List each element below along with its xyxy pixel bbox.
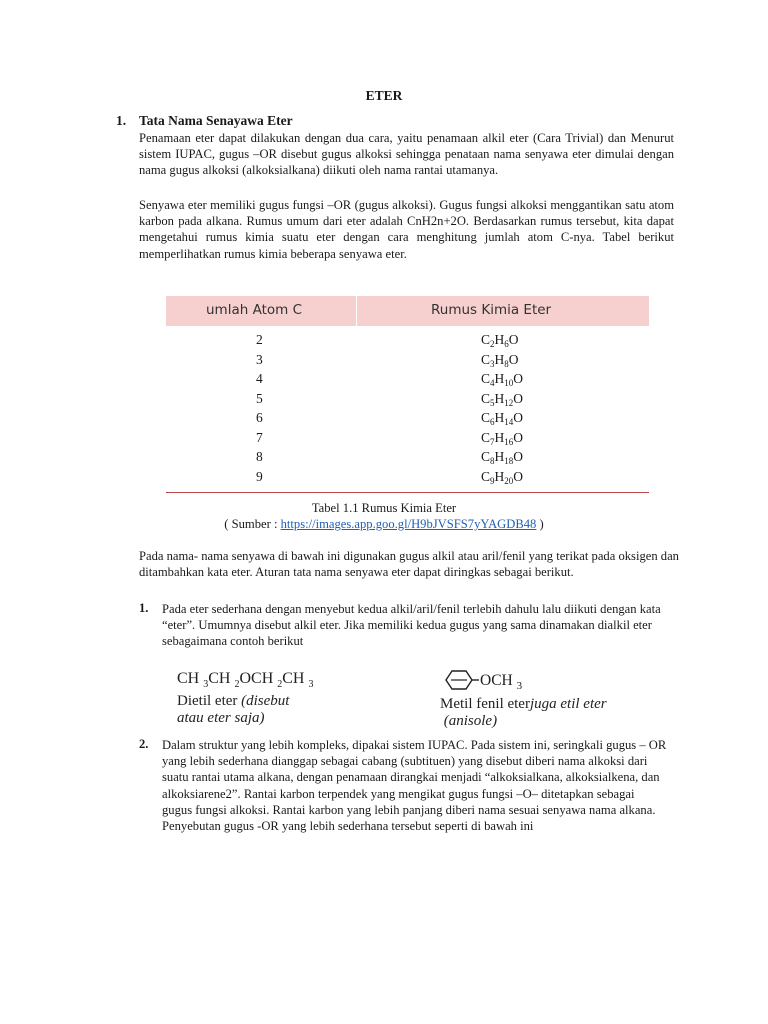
carbon-count: 5 [256, 390, 263, 406]
page-title: ETER [365, 88, 403, 103]
table-row [166, 410, 649, 430]
carbon-count: 6 [256, 410, 263, 425]
table-caption: Tabel 1.1 Rumus Kimia Eter [311, 501, 457, 515]
chemical-formula: $C_4H_{10}O$ [481, 371, 524, 388]
table-row [166, 352, 649, 372]
carbon-count: 4 [256, 371, 263, 386]
anisole-caption: Metil fenil eterjuga etil eter (anisole) [440, 696, 607, 729]
chemical-formula: $C_3H_8O$ [481, 351, 519, 369]
list-item-number: 2. [139, 737, 149, 751]
table-row [166, 371, 649, 391]
carbon-count: 8 [256, 449, 263, 464]
chemical-formula: $C_6H_{14}O$ [481, 410, 524, 427]
anisole-name: Metil fenil eter [440, 696, 530, 712]
carbon-count: 3 [256, 351, 263, 367]
table-row [166, 430, 649, 450]
paragraph-functional-group: Senyawa eter memiliki gugus fungsi –OR (gugus alkoksi). Gugus fungsi alkoksi menggantikan satu atom karbon pada alkana. Rumus umum dari eter adalah CnH2n+2O. Berdasarkan rumus tersebut, kita dapat mengetahui rumus kimia suatu eter dengan cara menghitung jumlah atom C-nya. Tabel berikut memperlihatkan rumus kimia beberapa senyawa eter. [139, 198, 674, 261]
ether-formula-table [166, 296, 649, 494]
list-item-number: 1. [139, 601, 149, 615]
list-item-text: Dalam struktur yang lebih kompleks, dipakai sistem IUPAC. Pada sistem ini, seringkali gugus – OR yang lebih sederhana dianggap sebagai cabang (subtituen) yang disebut diberi nama alkoksi dari suatu rantai utama alkana, dengan penamaan dirangkai menjadi “alkoksialkana, alkoksialkena, dan alkoksiarene2”. Rantai karbon terpendek yang mengikat gugus fungsi –O– ditetapkan sebagai gugus fungsi alkoksi. Rantai karbon yang lebih panjang diberi nama sesuai senyawa nama alkana. Penyebutan gugus -OR yang lebih sederhana tersebut seperti di bawah ini [162, 738, 667, 834]
benzene-ring-icon [440, 669, 480, 691]
table-row [166, 469, 649, 489]
carbon-count: 2 [256, 332, 263, 347]
table-header [166, 296, 649, 326]
table-header-divider [356, 296, 357, 326]
table-row [166, 332, 649, 352]
table-bottom-rule [166, 492, 649, 493]
chemical-formula: $C_2H_6O$ [481, 332, 519, 349]
list-item-text: Pada eter sederhana dengan menyebut kedua alkil/aril/fenil terlebih dahulu lalu diikuti dengan kata “eter”. Umumnya disebut alkil eter. Jika memiliki kedua gugus yang sama dinamakan dialkil eter sebagaimana contoh berikut [162, 602, 661, 649]
chemical-formula: $C_8H_{18}O$ [481, 449, 524, 466]
table-header-carbon-count: umlah Atom C [206, 302, 302, 318]
diethyl-ether-caption: Dietil eter (disebut atau eter saja) [177, 693, 290, 726]
table-row [166, 449, 649, 469]
source-suffix: ) [536, 517, 544, 531]
anisole-formula: OCH $_3$ [480, 672, 523, 693]
table-source [0, 517, 768, 532]
section-heading: Tata Nama Senayawa Eter [139, 113, 293, 128]
table-header-formula: Rumus Kimia Eter [431, 302, 552, 318]
carbon-count: 9 [256, 468, 263, 484]
paragraph-naming-rules: Pada nama- nama senyawa di bawah ini digunakan gugus alkil atau aril/fenil yang terikat pada oksigen dan ditambahkan kata eter. Aturan tata nama senyawa eter dapat diringkas sebagai berikut. [139, 549, 679, 580]
carbon-count: 7 [256, 429, 263, 445]
table-row [166, 391, 649, 411]
chemical-formula: $C_7H_{16}O$ [481, 429, 524, 447]
diethyl-ether-name: Dietil eter [177, 693, 238, 709]
table-body [166, 332, 649, 488]
chemical-formula: $C_5H_{12}O$ [481, 390, 524, 408]
paragraph-naming-methods: Penamaan eter dapat dilakukan dengan dua cara, yaitu penamaan alkil eter (Cara Trivial) dan Menurut sistem IUPAC, gugus –OR disebut gugus alkoksi sehingga penataan nama senyawa eter dimulai dengan nama gugus alkoksi (alkoksialkana) diikuti oleh nama rantai utamanya. [139, 131, 674, 178]
source-prefix: ( Sumber : [224, 517, 281, 531]
source-link[interactable]: https://images.app.goo.gl/H9bJVSFS7yYAGDB48 [280, 517, 537, 531]
section-number: 1. [116, 113, 127, 128]
diethyl-ether-formula: CH $_3$CH $_2$OCH $_2$CH $_3$ [177, 670, 314, 691]
chemical-formula: $C_9H_{20}O$ [481, 468, 524, 486]
